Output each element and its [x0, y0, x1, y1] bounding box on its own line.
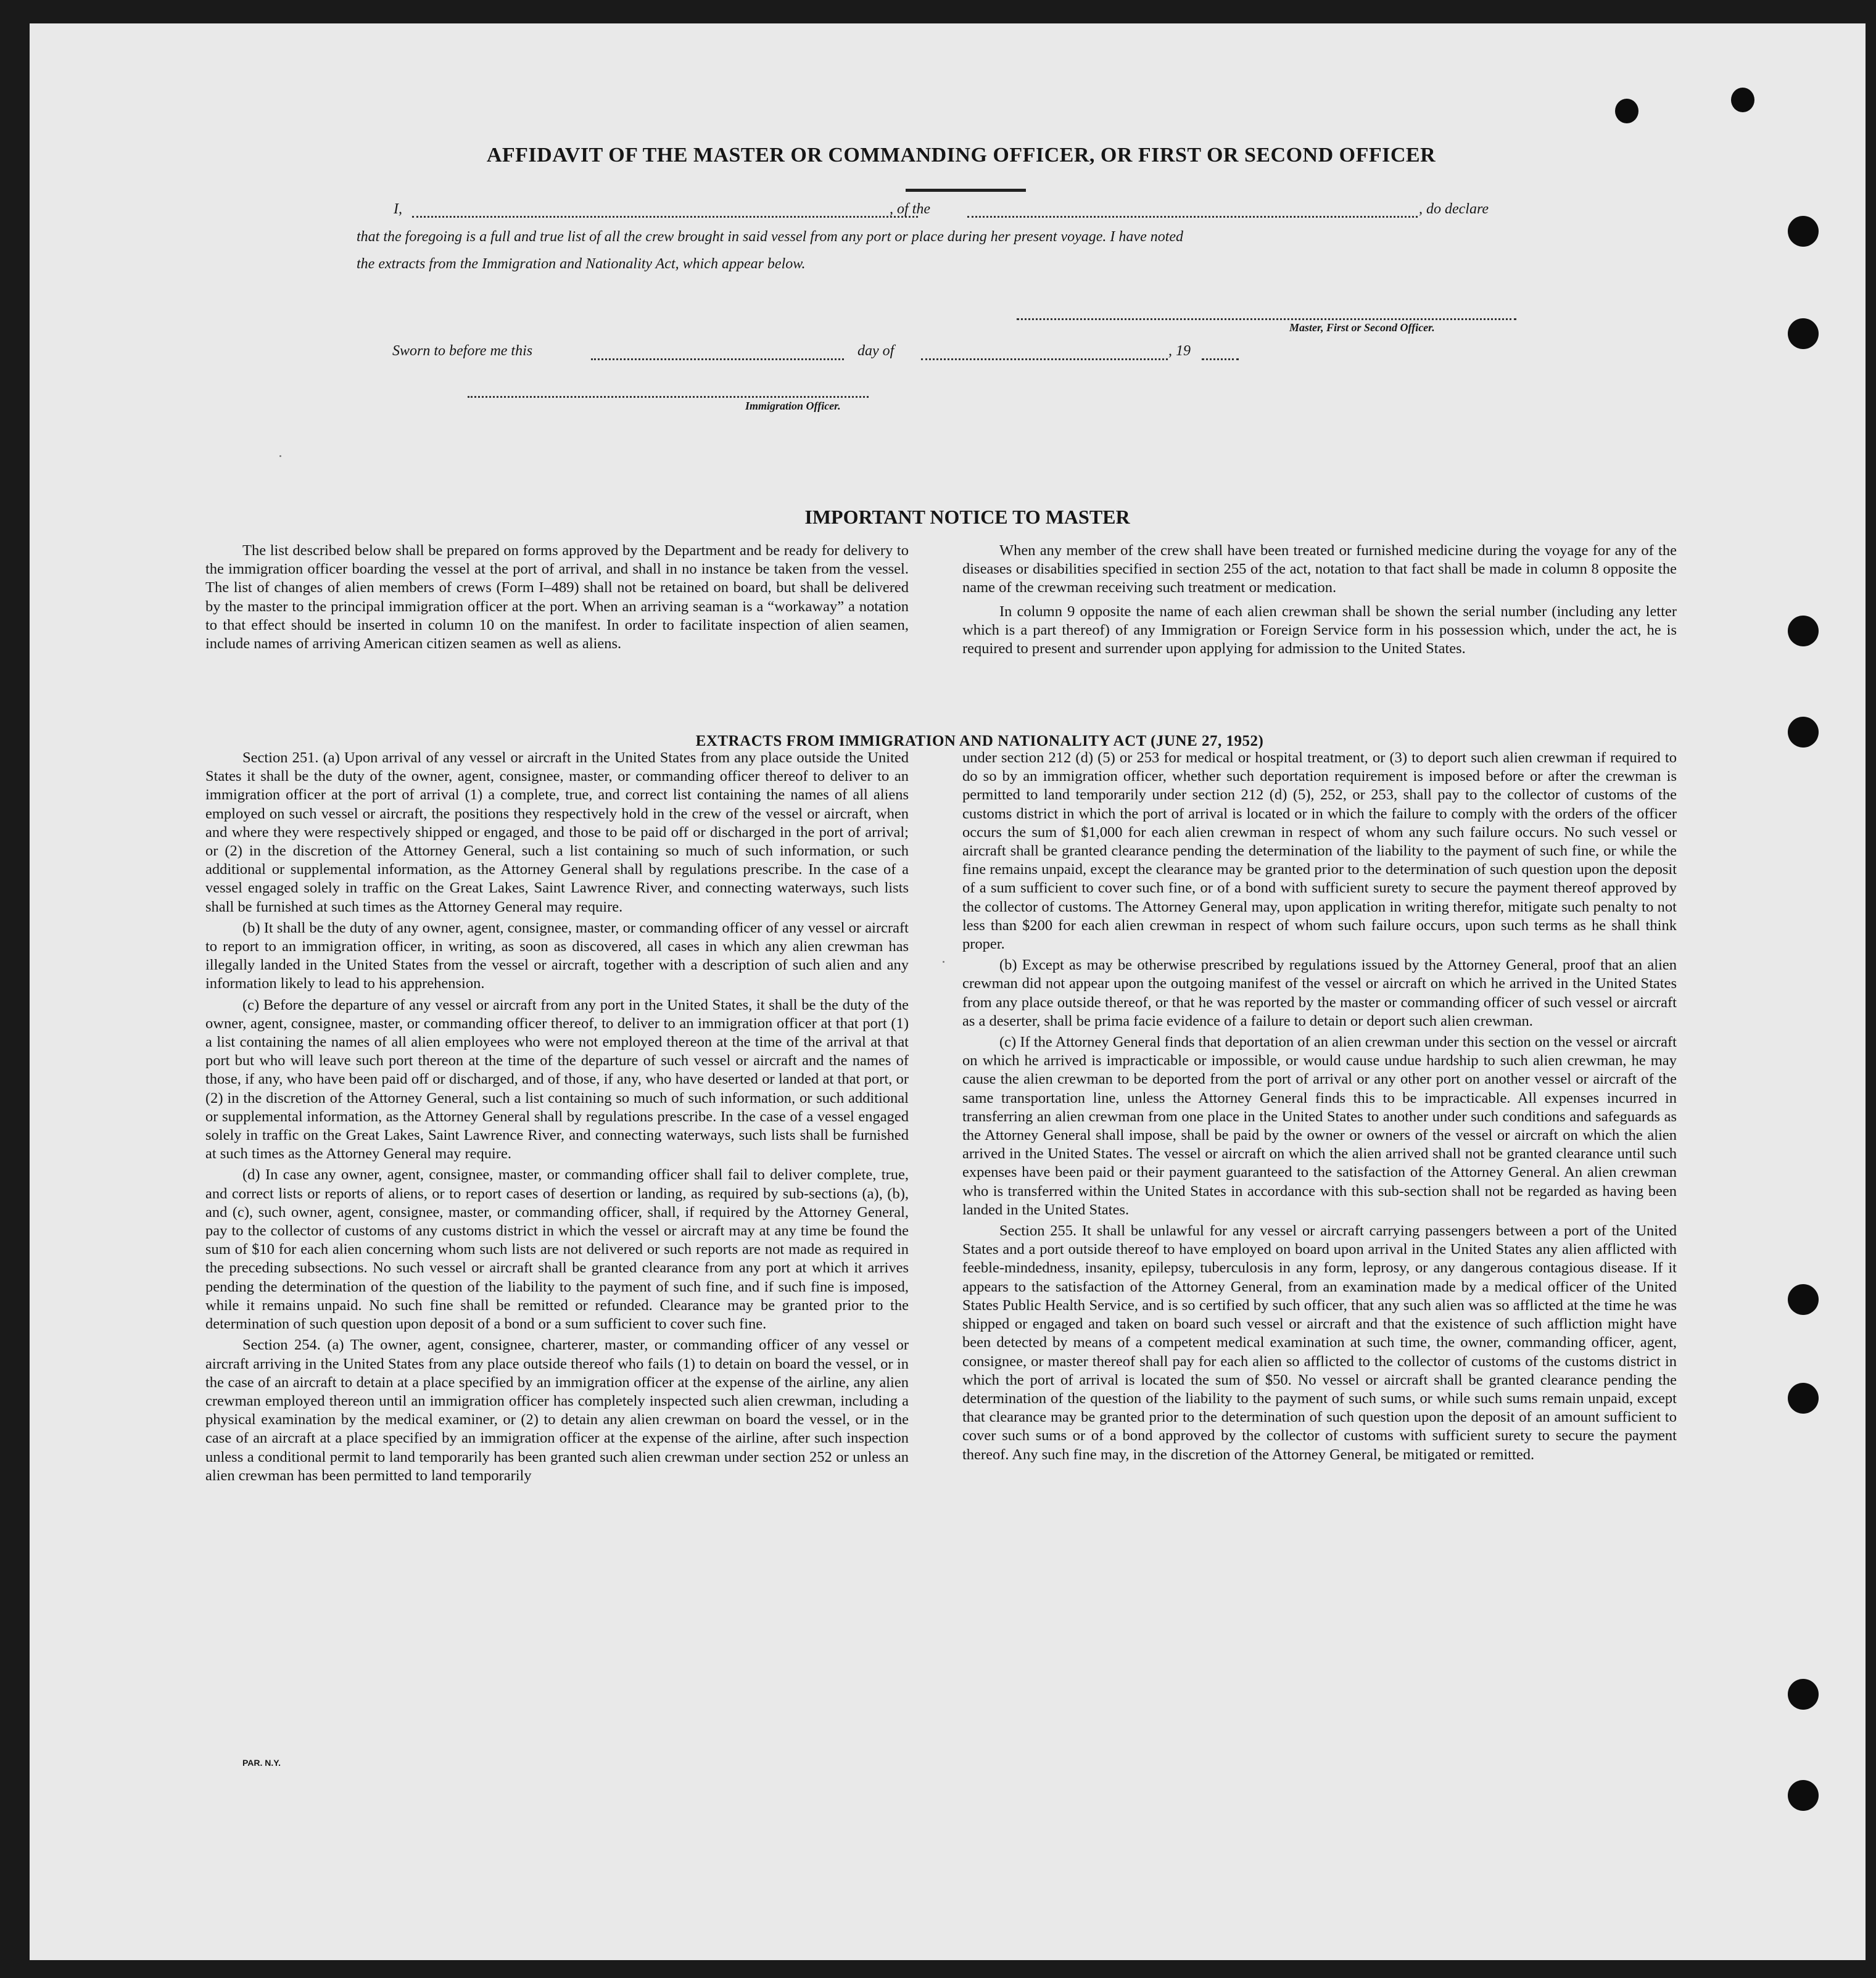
sworn-year-blank[interactable] [1202, 358, 1239, 360]
section-paragraph: (b) It shall be the duty of any owner, agent, consignee, master, or commanding officer of any vessel or aircraft to report to an immigration officer, in writing, as soon as discovered, all cases in which any alien crewman has illegally landed in the United States from the vessel or aircraft, together with a description of such alien and any information likely to lead to his apprehension. [205, 919, 909, 992]
section-paragraph: under section 212 (d) (5) or 253 for medical or hospital treatment, or (3) to deport such alien crewman if required to do so by an immigration officer, whether such deportation requirement is imposed before or after the crewman is permitted to land temporarily under section 212 (d) (5), 252, or 253, shall pay to the collector of customs of the customs district in which the port of arrival is located or in which the failure to comply with the orders of the officer occurs the sum of $1,000 for each alien crewman in respect of whom any such failure occurs. No such vessel or aircraft shall be granted clearance pending the determination of the liability to the payment of such fine, or while the fine remains unpaid, except the clearance may be granted prior to the determination of such question upon the deposit of a sum sufficient to cover such fine, or of a bond with sufficient surety to secure the payment thereof approved by the collector of customs. The Attorney General may, upon application in writing therefor, mitigate such penalty to not less than $200 for each alien crewman in respect of whom such failure occurs, upon such terms as he shall think proper. [962, 749, 1677, 953]
extracts-title: EXTRACTS FROM IMMIGRATION AND NATIONALITY ACT (JUNE 27, 1952) [695, 733, 1264, 749]
section-paragraph: Section 255. It shall be unlawful for any vessel or aircraft carrying passengers between a port of the United States and a port outside thereof to have employed on board upon arrival in the United States any alien afflicted with feeble-mindedness, insanity, epilepsy, tuberculosis in any form, leprosy, or any dangerous contagious disease. If it appears to the satisfaction of the Attorney General, from an examination made by a medical officer of the United States Public Health Service, and is so certified by such officer, that any such alien was so afflicted at the time he was shipped or engaged and taken on board such vessel or aircraft and that the existence of such affliction might have been detected by means of a competent medical examination at such time, the owner, commanding officer, agent, consignee, or master thereof shall pay for each alien so afflicted to the collector of customs of the customs district in which the port of arrival is located the sum of $50. No vessel or aircraft shall be granted clearance pending the determination of the question of the liability to the payment of such sums, or while such sums remain unpaid, except that clearance may be granted prior to the determination of such question upon the deposit of an amount sufficient to cover such sums or of a bond approved by the collector of customs with sufficient surety to secure the payment thereof. Any such fine may, in the discretion of the Attorney General, be mitigated or remitted. [962, 1222, 1677, 1463]
section-paragraph: Section 251. (a) Upon arrival of any vessel or aircraft in the United States from any place outside the United States it shall be the duty of the owner, agent, consignee, master, or commanding officer thereof to deliver to an immigration officer at the port of arrival (1) a complete, true, and correct list containing the names of all aliens employed on such vessel or aircraft, the positions they respectively hold in the crew of the vessel or aircraft, when and where they were respectively shipped or engaged, and those to be paid off or discharged in the port of arrival; or (2) in the discretion of the Attorney General, such a list containing so much of such information, or such additional or supplemental information, as the Attorney General shall by regulations prescribe. In the case of a vessel engaged solely in traffic on the Great Lakes, Saint Lawrence River, and connecting waterways, such lists shall be furnished at such times as the Attorney General may require. [205, 749, 909, 915]
sworn-day-blank[interactable] [591, 358, 844, 360]
day-of-label: day of [857, 343, 895, 359]
notice-paragraph: The list described below shall be prepared on forms approved by the Department and be ready for delivery to the immigration officer boarding the vessel at the port of arrival, and shall in no instance be taken from the vessel. The list of changes of alien members of crews (Form I–489) shall not be retained on board, but shall be delivered by the master to the principal immigration officer at the port. When an arriving seaman is a “workaway” a notation to that effect should be inserted in column 10 on the manifest. In order to facilitate inspection of alien seamen, include names of arriving American citizen seamen as well as aliens. [205, 542, 909, 653]
stray-mark [943, 961, 944, 963]
punch-hole [1788, 717, 1819, 748]
year-label: , 19 [1168, 343, 1191, 359]
vessel-blank[interactable] [967, 216, 1418, 218]
sworn-label: Sworn to before me this [392, 343, 533, 359]
sworn-month-blank[interactable] [921, 358, 1168, 360]
notice-right-column [962, 542, 1677, 661]
section-paragraph: (c) If the Attorney General finds that deportation of an alien crewman under this section on the vessel or aircraft on which he arrived is impracticable or impossible, or would cause undue hardship to such alien crewman, he may cause the alien crewman to be deported from the port of arrival or any other port on another vessel or aircraft of the same transportation line, unless the Attorney General finds this to be impracticable. All expenses incurred in transferring an alien crewman from one place in the United States to another under such conditions and safeguards as the Attorney General shall impose, shall be paid by the owner or owners of the vessel or aircraft on which the alien arrived in the United States. The vessel or aircraft on which the alien arrived shall not be granted clearance until such expenses have been paid or their payment guaranteed to the satisfaction of the Attorney General. An alien crewman who is transferred within the United States in accordance with this sub-section shall not be regarded as having been landed in the United States. [962, 1034, 1677, 1218]
name-blank[interactable] [412, 216, 918, 218]
notice-paragraph: In column 9 opposite the name of each alien crewman shall be shown the serial number (including any letter which is a part thereof) of any Immigration or Foreign Service form in his possession which, under the act, he is required to present and surrender upon applying for admission to the United States. [962, 603, 1677, 657]
declaration-start: I, [394, 201, 402, 217]
section-paragraph: (c) Before the departure of any vessel or aircraft from any port in the United States, it shall be the duty of the owner, agent, consignee, master, or commanding officer thereof, to deliver to an immigration officer at that port (1) a list containing the names of all alien employees who were not employed thereon at the time of the arrival at that port but who will leave such port thereon at the time of the departure of such vessel or aircraft and the names of those, if any, who have been paid off or discharged, and of those, if any, who have deserted or landed at that port, or (2) in the discretion of the Attorney General, such a list containing so much of such information, or such additional or supplemental information, as the Attorney General shall by regulations prescribe. In the case of a vessel engaged solely in traffic on the Great Lakes, Saint Lawrence River, and connecting waterways, such lists shall be furnished at such times as the Attorney General may require. [205, 996, 909, 1163]
section-paragraph: Section 254. (a) The owner, agent, consignee, charterer, master, or commanding officer of any vessel or aircraft arriving in the United States from any place outside thereof who fails (1) to detain on board the vessel, or in the case of an aircraft to detain at a place specified by an immigration officer at the expense of the airline, any alien crewman employed thereon until an immigration officer has completely inspected such alien crewman, including a physical examination by the medical examiner, or (2) to detain any alien crewman on board the vessel, or in the case of an aircraft at a place specified by an immigration officer at the expense of the airline, after such inspection unless a conditional permit to land temporarily has been granted such alien crewman under section 252 or unless an alien crewman has been permitted to land temporarily [205, 1337, 909, 1484]
extracts-right-column [962, 749, 1677, 1467]
section-paragraph: (d) In case any owner, agent, consignee, master, or commanding officer shall fail to deliver complete, true, and correct lists or reports of aliens, or to report cases of desertion or landing, as required by sub-sections (a), (b), and (c), such owner, agent, consignee, master, or commanding officer, shall, if required by the Attorney General, pay to the collector of customs of any customs district in which the vessel or aircraft may at any time be found the sum of $10 for each alien concerning whom such lists are not delivered or such reports are not made as required in the preceding subsections. No such vessel or aircraft shall be granted clearance from any port at which it arrives pending the determination of the question of the liability to the payment of such fine, and if such fine is imposed, while it remains unpaid. No such fine shall be remitted or refunded. Clearance may be granted prior to the determination of such question upon deposit of a bond or a sum sufficient to cover such fine. [205, 1166, 909, 1333]
declaration-statement-line1: that the foregoing is a full and true list of all the crew brought in said vessel from any port or place during her present voyage. I have noted [357, 229, 1184, 245]
punch-hole [1788, 1679, 1819, 1710]
form-page [30, 23, 1866, 1960]
punch-hole [1731, 88, 1754, 112]
extracts-left-column [205, 749, 909, 1488]
section-paragraph: (b) Except as may be otherwise prescribed by regulations issued by the Attorney General, proof that an alien crewman did not appear upon the outgoing manifest of the vessel or aircraft on which he arrived in the United States from any place outside thereof, or that he was reported by the master or commanding officer of such vessel or aircraft as a deserter, shall be prima facie evidence of a failure to detain or deport such alien crewman. [962, 957, 1677, 1029]
printer-mark: PAR. N.Y. [242, 1758, 281, 1768]
master-signature-line[interactable] [1017, 318, 1516, 320]
punch-hole [1788, 1284, 1819, 1315]
punch-hole [1615, 99, 1638, 123]
master-signature-label: Master, First or Second Officer. [1289, 321, 1435, 334]
punch-hole [1788, 216, 1819, 247]
declaration-statement-line2: the extracts from the Immigration and Nationality Act, which appear below. [357, 256, 806, 272]
do-declare-label: , do declare [1419, 201, 1489, 217]
notice-left-column [205, 542, 909, 656]
title-rule [906, 189, 1026, 192]
officer-signature-label: Immigration Officer. [745, 400, 841, 412]
punch-hole [1788, 1383, 1819, 1414]
punch-hole [1788, 1780, 1819, 1811]
notice-paragraph: When any member of the crew shall have been treated or furnished medicine during the voyage for any of the diseases or disabilities specified in section 255 of the act, notation to that fact shall be made in column 8 opposite the name of the crewman receiving such treatment or medication. [962, 542, 1677, 596]
notice-title: IMPORTANT NOTICE TO MASTER [804, 506, 1130, 528]
punch-hole [1788, 318, 1819, 349]
punch-hole [1788, 616, 1819, 646]
officer-signature-line[interactable] [468, 396, 869, 398]
affidavit-title: AFFIDAVIT OF THE MASTER OR COMMANDING OFFICER, OR FIRST OR SECOND OFFICER [486, 144, 1436, 167]
of-the-label: , of the [890, 201, 930, 217]
stray-mark [279, 455, 281, 457]
